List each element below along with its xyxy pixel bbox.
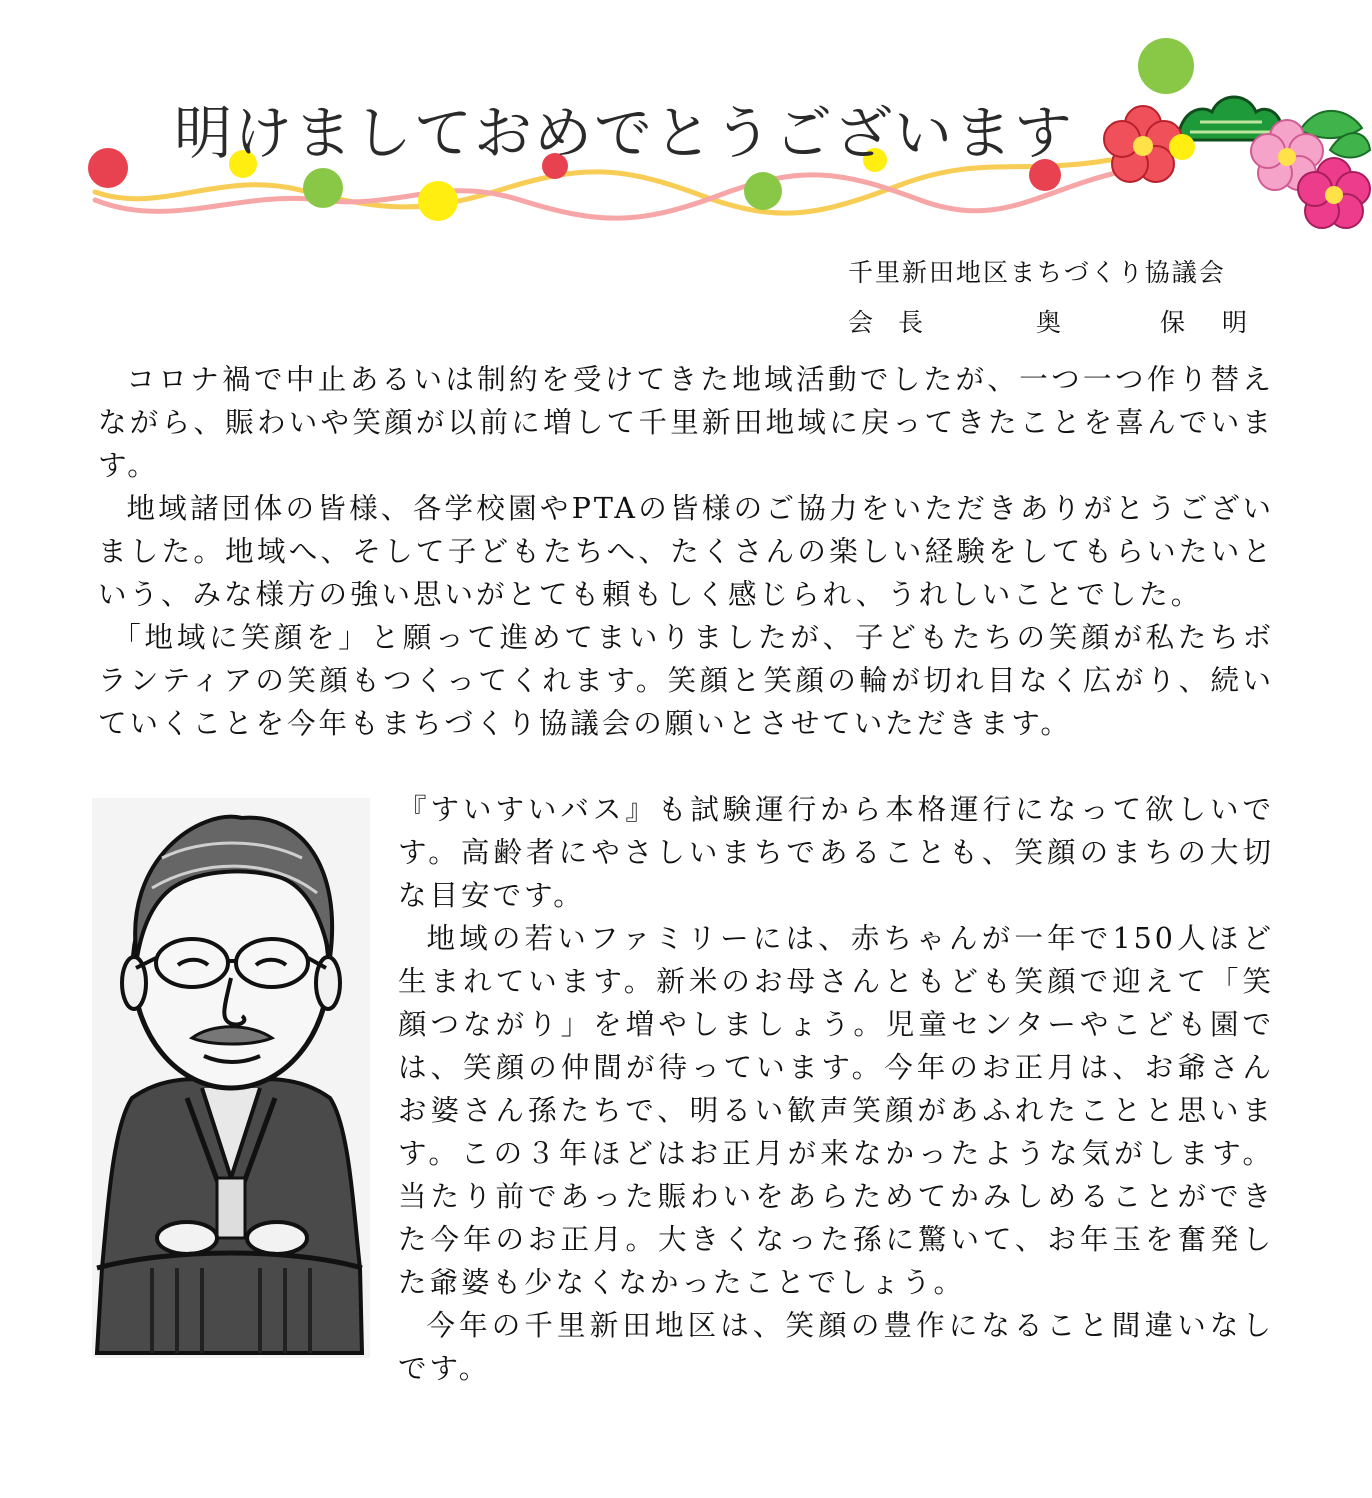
page-title: 明けましておめでとうございます bbox=[174, 99, 1075, 167]
author-family-name: 奥 bbox=[1036, 308, 1062, 337]
paragraph: 地域の若いファミリーには、赤ちゃんが一年で150人ほど生まれています。新米のお母さんともども笑顔で迎えて「笑顔つながり」を増やしましょう。児童センターやこども園では、笑顔の仲間が待っています。今年のお正月は、お爺さんお婆さん孫たちで、明るい歓声笑顔があふれたことと思います。この３年ほどはお正月が来なかったような気がします。当たり前であった賑わいをあらためてかみしめることができた今年のお正月。大きくなった孫に驚いて、お年玉を奮発した爺婆も少なくなかったことでしょう。 bbox=[398, 922, 1274, 1299]
author-given-name-1: 保 bbox=[1160, 308, 1186, 337]
paragraph: 地域諸団体の皆様、各学校園やPTAの皆様のご協力をいただきありがとうございました。地域へ、そして子どもたちへ、たくさんの楽しい経験をしてもらいたいという、みな様方の強い思いがとても頼もしく感じられ、うれしいことでした。 bbox=[98, 492, 1274, 611]
author-role: 会 長 bbox=[848, 308, 924, 337]
caricature-portrait-icon bbox=[92, 798, 370, 1358]
confetti-dot bbox=[1169, 134, 1195, 160]
article-bottom bbox=[398, 788, 1274, 1390]
paragraph: 『すいすいバス』も試験運行から本格運行になって欲しいです。高齢者にやさしいまちであることも、笑顔のまちの大切な目安です。 bbox=[398, 793, 1274, 912]
paragraph: 今年の千里新田地区は、笑顔の豊作になること間違いなしです。 bbox=[398, 1309, 1274, 1385]
paragraph: コロナ禍で中止あるいは制約を受けてきた地域活動でしたが、一つ一つ作り替えながら、賑わいや笑顔が以前に増して千里新田地域に戻ってきたことを喜んでいます。 bbox=[98, 363, 1274, 482]
organization-name: 千里新田地区まちづくり協議会 bbox=[848, 258, 1226, 287]
author-given-name-2: 明 bbox=[1222, 308, 1248, 337]
paragraph: 「地域に笑顔を」と願って進めてまいりましたが、子どもたちの笑顔が私たちボランティアの笑顔もつくってくれます。笑顔と笑顔の輪が切れ目なく広がり、続いていくことを今年もまちづくり協議会の願いとさせていただきます。 bbox=[98, 621, 1274, 740]
article-top bbox=[98, 358, 1274, 745]
